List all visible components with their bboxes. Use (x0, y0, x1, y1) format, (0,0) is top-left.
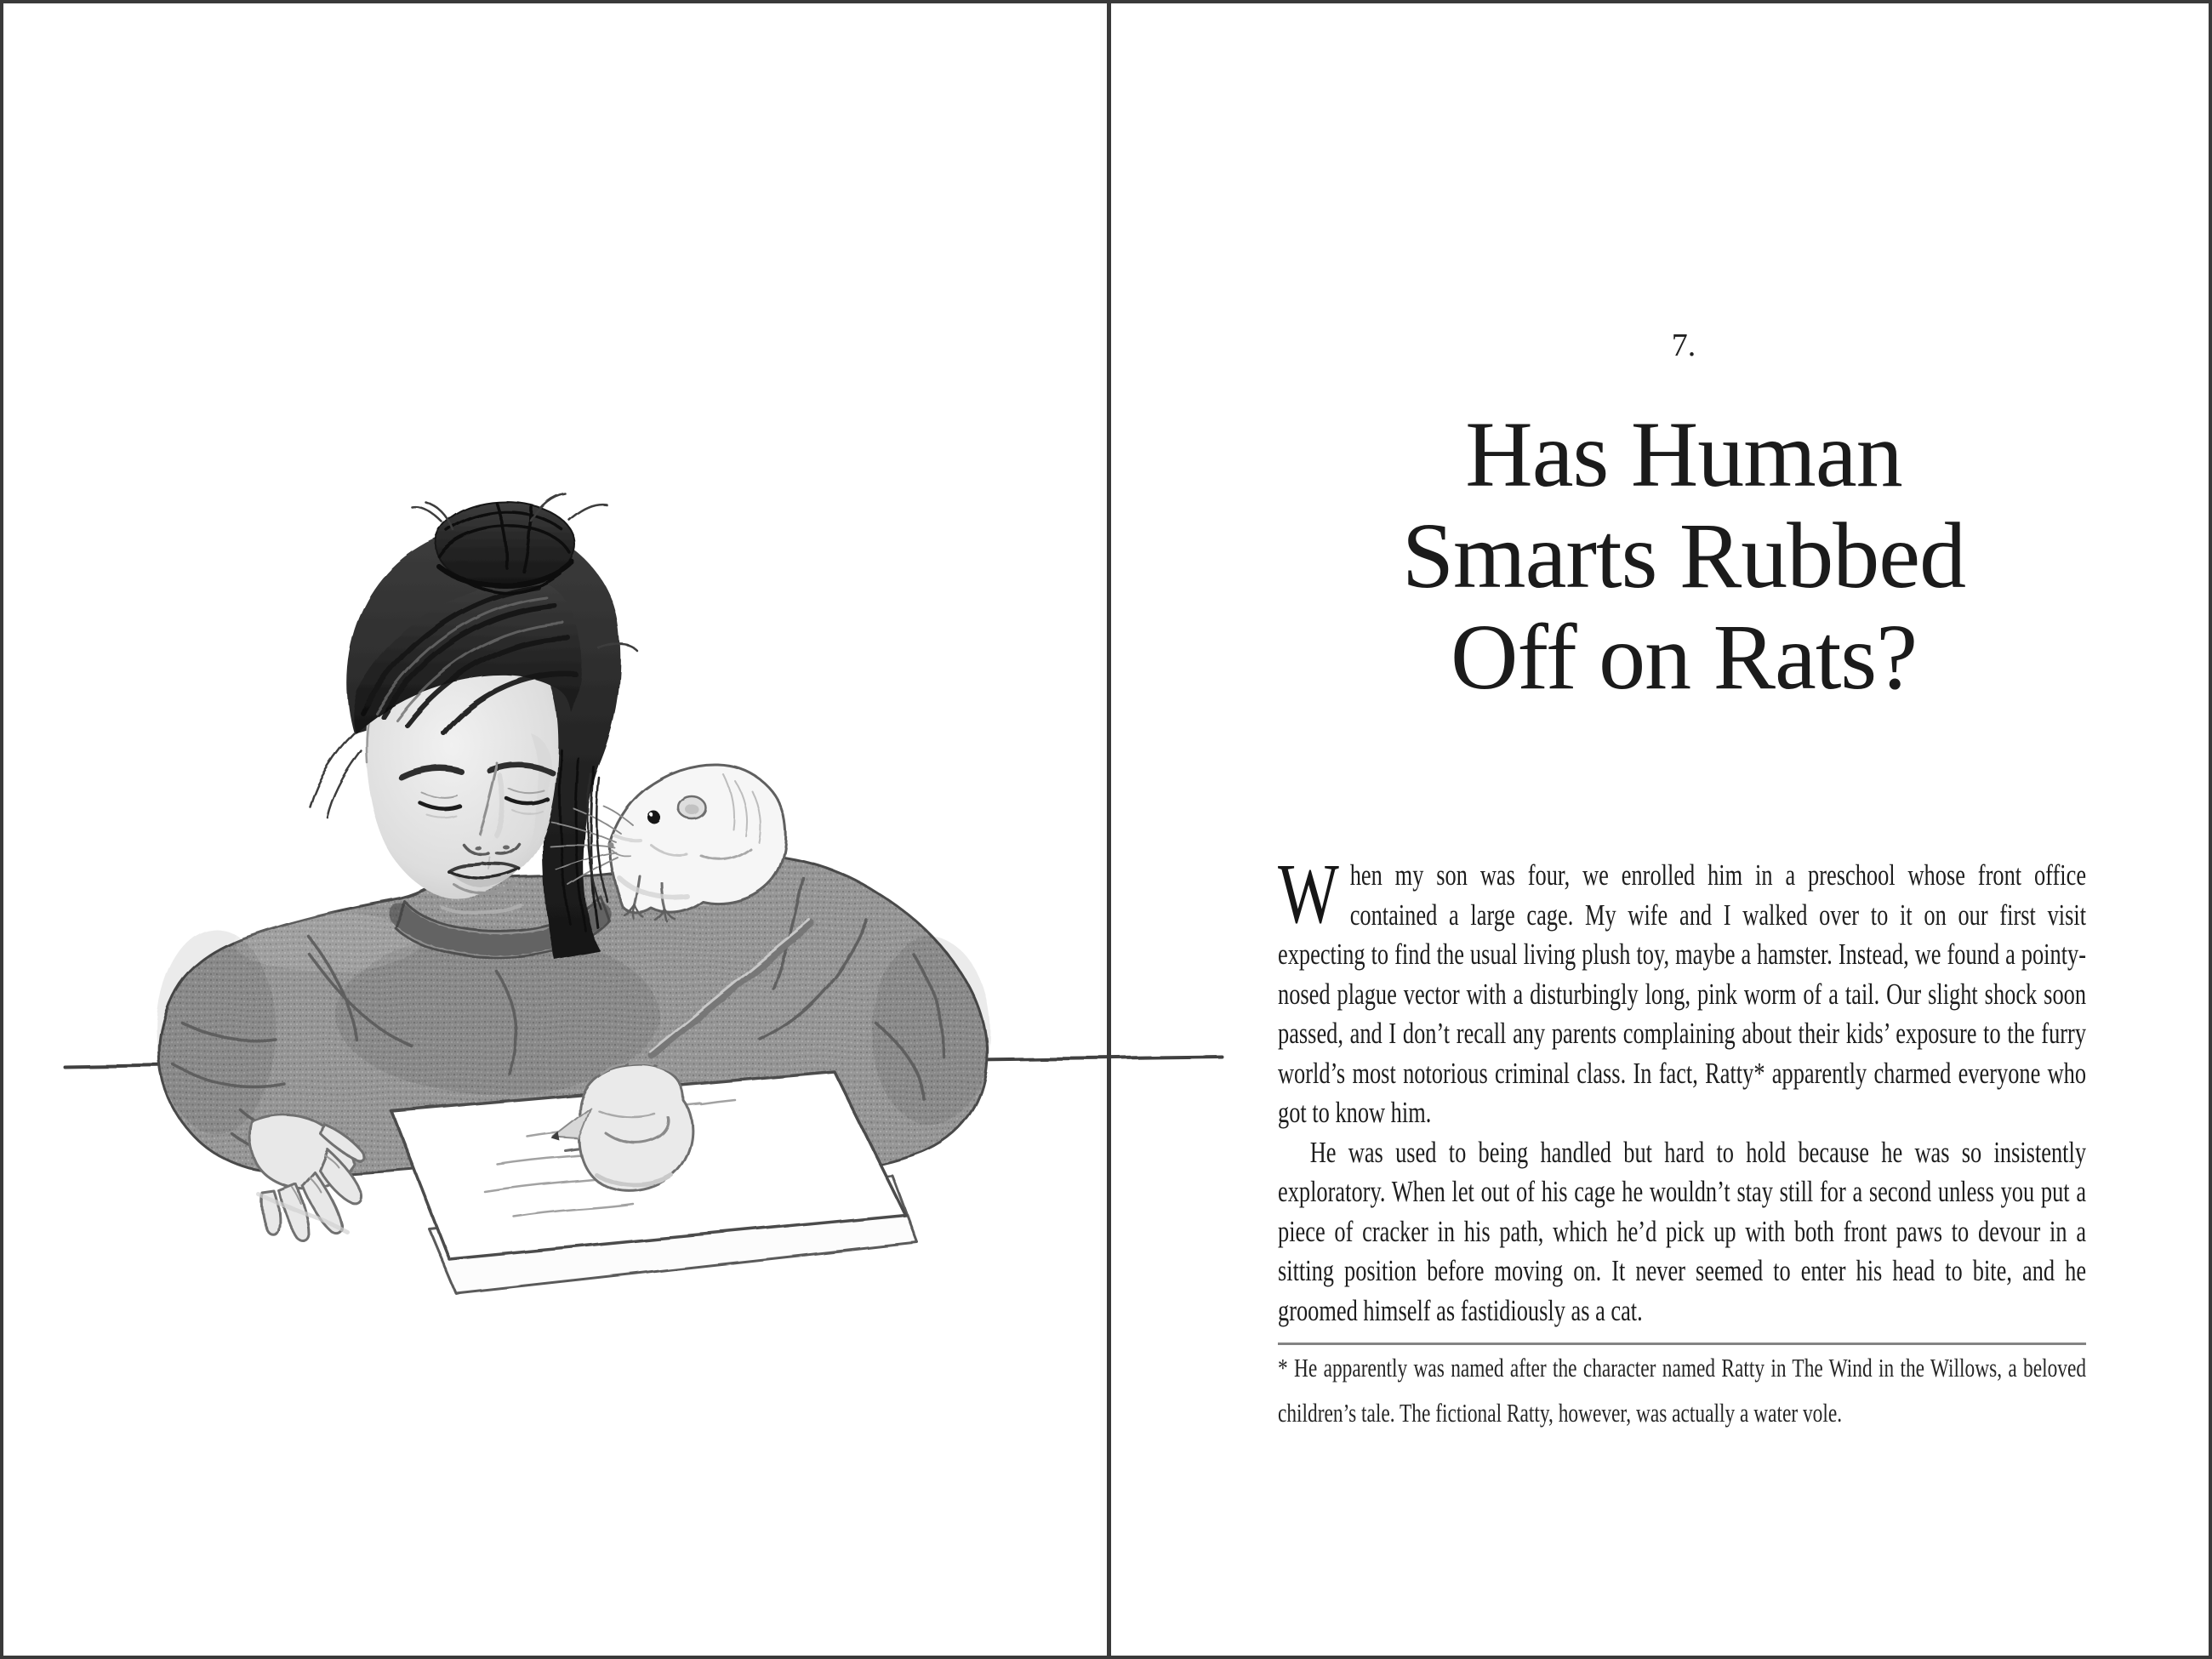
girl-right-hand (579, 1063, 693, 1191)
chapter-title-line: Smarts Rubbed (1401, 504, 1966, 607)
paragraph-one (1278, 846, 2087, 1133)
chapter-title-line: Off on Rats? (1450, 605, 1918, 709)
page-divider (1107, 3, 1111, 1656)
illustration-child-writing-with-rat (54, 478, 1229, 1295)
paragraph-two: He was used to being handled but hard to hold because he was so insistently exploratory. When let out of his cage he wouldn’t stay still for a second unless you put a piece of cracker in his path, which he’d pick up with both front paws to devour in a sitting position before moving on. It never seemed to enter his head to bite, and he groomed himself as fastidiously as a cat. (1278, 1135, 2087, 1327)
rat-eye (648, 812, 661, 824)
drop-cap: W (1278, 846, 1339, 941)
paragraph-one-text: hen my son was four, we enrolled him in a preschool whose front office contained a large cage. My wife and I walked over to it on our first visit expecting to find the usual living plush toy, maybe a hamster. Instead, we found a pointy-nosed plague vector with a disturbingly long, pink worm of a tail. Our slight shock soon passed, and I don’t recall any parents complaining about their kids’ exposure to the furry world’s most notorious criminal class. In fact, Ratty* apparently charmed everyone who got to know him. (1278, 858, 2087, 1129)
footnote-text: * He apparently was named after the character named Ratty in The Wind in the Willows, a beloved children’s tale. The fictional Ratty, however, was actually a water vole. (1278, 1353, 2087, 1428)
body-text (1278, 846, 2087, 1435)
chapter-title-line: Has Human (1465, 402, 1902, 506)
chapter-title (1263, 404, 2105, 708)
chapter-number: 7. (1671, 328, 1696, 363)
